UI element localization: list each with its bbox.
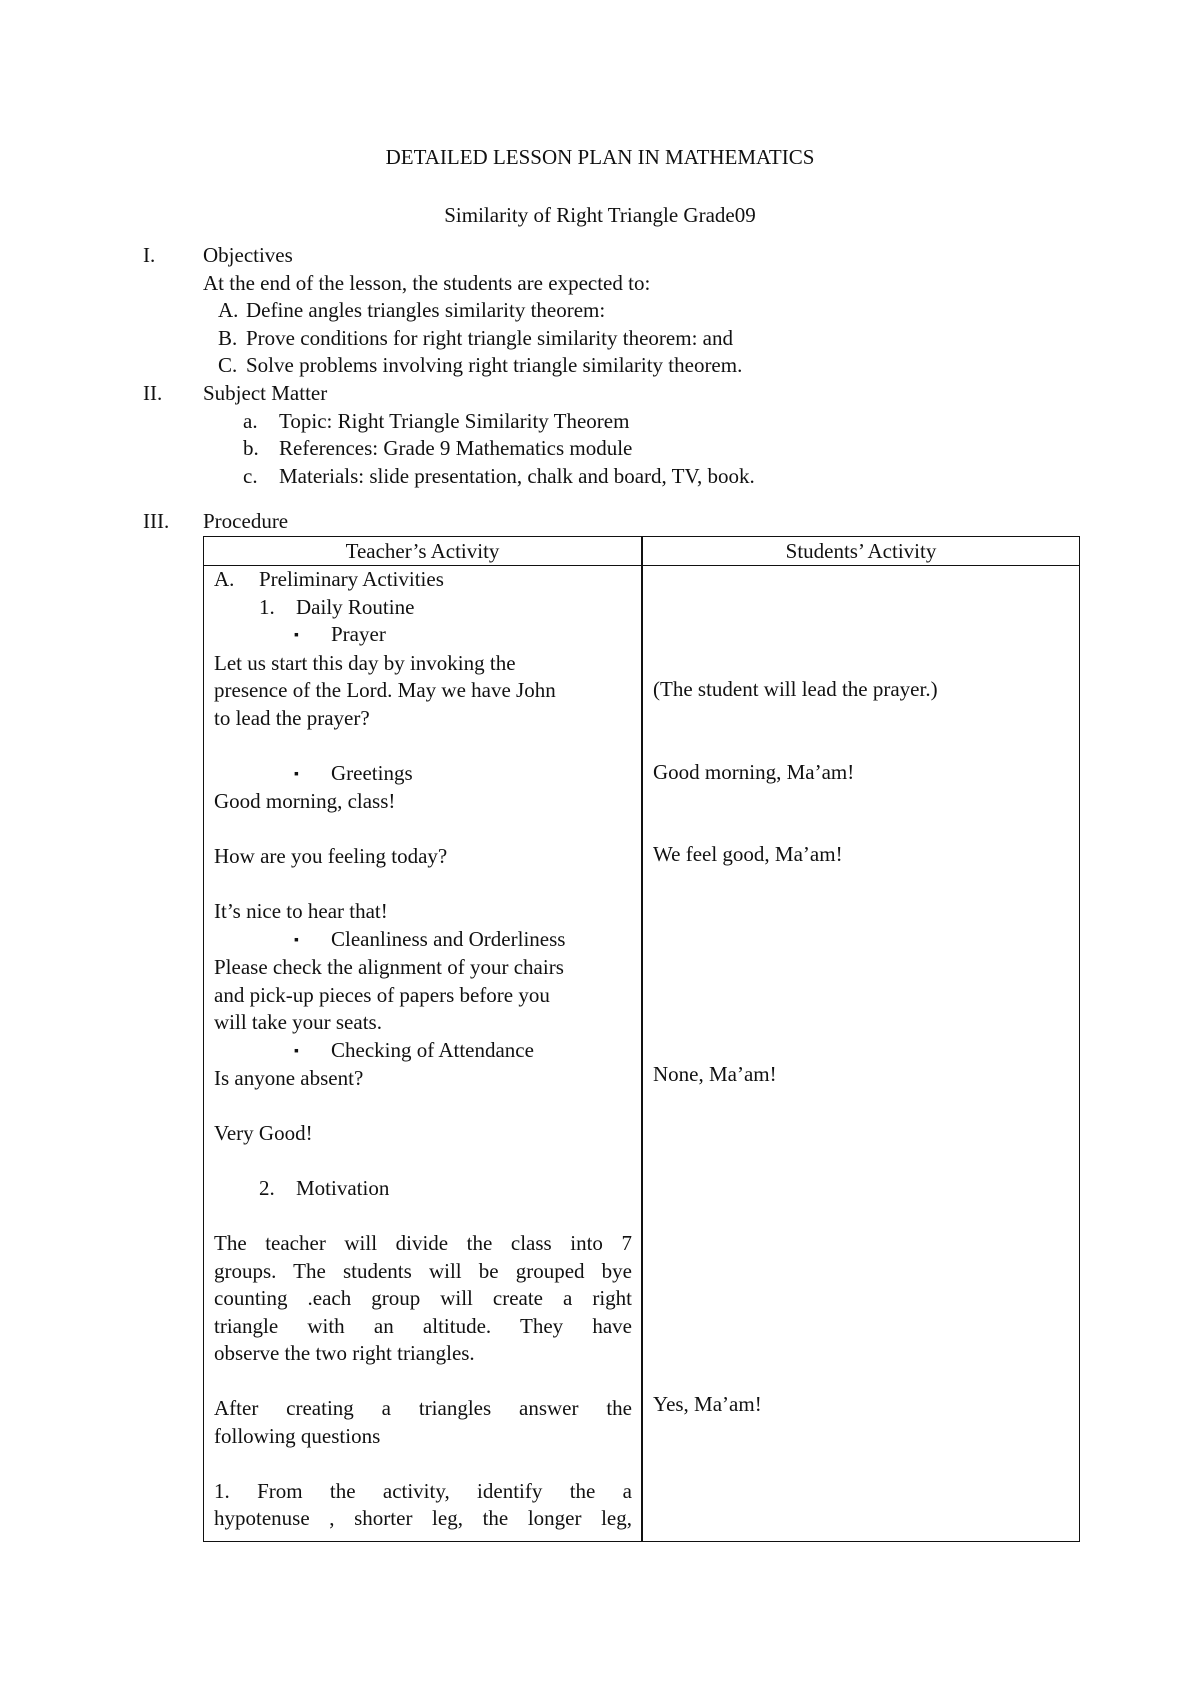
objective-item	[203, 325, 1073, 353]
routine-text: Daily Routine	[296, 594, 415, 619]
prayer-line: presence of the Lord. May we have John	[214, 678, 556, 702]
attendance-text: Checking of Attendance	[331, 1037, 534, 1062]
students-column-header: Students’ Activity	[785, 539, 937, 563]
greetings-heading	[214, 760, 632, 789]
prayer-line: to lead the prayer?	[214, 705, 370, 730]
list-marker: 2.	[259, 1176, 275, 1200]
section-heading: Objectives	[203, 243, 293, 267]
section-heading: Subject Matter	[203, 381, 328, 405]
section-heading: Procedure	[203, 509, 289, 533]
prelim-text: Preliminary Activities	[259, 567, 444, 591]
motivation-line: counting .each group will create a right	[214, 1286, 632, 1310]
subject-item	[203, 408, 1073, 436]
list-marker: b.	[243, 436, 259, 460]
bullet-icon: ▪	[294, 766, 299, 782]
absent-question: Is anyone absent?	[214, 1066, 364, 1090]
motivation-line: groups. The students will be grouped bye	[214, 1258, 632, 1283]
greetings-text: Greetings	[331, 760, 413, 785]
subject-text: Topic: Right Triangle Similarity Theorem	[279, 408, 630, 433]
list-marker: A.	[218, 298, 239, 322]
prayer-line: Let us start this day by invoking the	[214, 650, 516, 675]
list-marker: C.	[218, 353, 238, 377]
prayer-text: Prayer	[331, 622, 386, 646]
motivation-line: The teacher will divide the class into 7	[214, 1231, 632, 1255]
column-divider	[641, 537, 643, 1541]
bullet-icon: ▪	[294, 1043, 299, 1059]
after-line: following questions	[214, 1423, 381, 1448]
section-numeral: III.	[143, 509, 170, 533]
motivation-line: observe the two right triangles.	[214, 1341, 475, 1365]
prelim-heading	[214, 566, 632, 594]
question-line: hypotenuse , shorter leg, the longer leg,	[214, 1506, 632, 1530]
list-marker: 1.	[259, 594, 275, 619]
student-prayer-response: (The student will lead the prayer.)	[653, 677, 938, 701]
teacher-activity-column	[214, 566, 632, 1533]
subject-text: Materials: slide presentation, chalk and board, TV, book.	[279, 463, 755, 488]
attendance-heading	[214, 1037, 632, 1066]
feeling-question: How are you feeling today?	[214, 844, 448, 868]
after-line: After creating a triangles answer the	[214, 1396, 632, 1420]
document-title: DETAILED LESSON PLAN IN MATHEMATICS	[385, 145, 815, 169]
motivation-text: Motivation	[296, 1176, 390, 1200]
subject-item	[203, 463, 1073, 491]
objective-text: Prove conditions for right triangle similarity theorem: and	[246, 325, 733, 350]
subject-item	[203, 435, 1073, 463]
routine-heading	[214, 594, 632, 622]
cleanliness-heading	[214, 926, 632, 955]
list-marker: a.	[243, 408, 258, 433]
student-yes-response: Yes, Ma’am!	[653, 1392, 762, 1416]
bullet-icon: ▪	[294, 628, 299, 643]
nice-line: It’s nice to hear that!	[214, 899, 388, 923]
procedure-table	[203, 536, 1080, 1542]
cleanliness-line: and pick-up pieces of papers before you	[214, 982, 550, 1007]
cleanliness-line: Please check the alignment of your chairs	[214, 955, 564, 979]
bullet-icon: ▪	[294, 932, 299, 948]
list-marker: c.	[243, 463, 258, 488]
motivation-heading	[214, 1175, 632, 1203]
cleanliness-line: will take your seats.	[214, 1010, 382, 1034]
question-line: 1. From the activity, identify the a	[214, 1478, 632, 1503]
prayer-heading	[214, 621, 632, 650]
students-activity-column	[653, 566, 1071, 1419]
teacher-column-header: Teacher’s Activity	[345, 539, 500, 563]
objective-text: Solve problems involving right triangle similarity theorem.	[246, 353, 743, 377]
student-absent-response: None, Ma’am!	[653, 1062, 777, 1086]
section-numeral: I.	[143, 243, 156, 267]
list-marker: A.	[214, 567, 235, 591]
student-feeling-response: We feel good, Ma’am!	[653, 842, 843, 866]
objective-item	[203, 352, 1073, 380]
greeting-line: Good morning, class!	[214, 789, 396, 813]
very-good-line: Very Good!	[214, 1121, 313, 1145]
motivation-line: triangle with an altitude. They have	[214, 1313, 632, 1338]
subject-text: References: Grade 9 Mathematics module	[279, 436, 633, 460]
objective-text: Define angles triangles similarity theorem:	[246, 298, 606, 322]
cleanliness-text: Cleanliness and Orderliness	[331, 926, 566, 951]
objective-item	[203, 297, 1073, 325]
list-marker: B.	[218, 325, 238, 350]
objectives-intro: At the end of the lesson, the students are expected to:	[203, 270, 651, 295]
section-numeral: II.	[143, 381, 163, 405]
student-greeting-response: Good morning, Ma’am!	[653, 759, 855, 784]
document-subtitle: Similarity of Right Triangle Grade09	[444, 203, 756, 227]
